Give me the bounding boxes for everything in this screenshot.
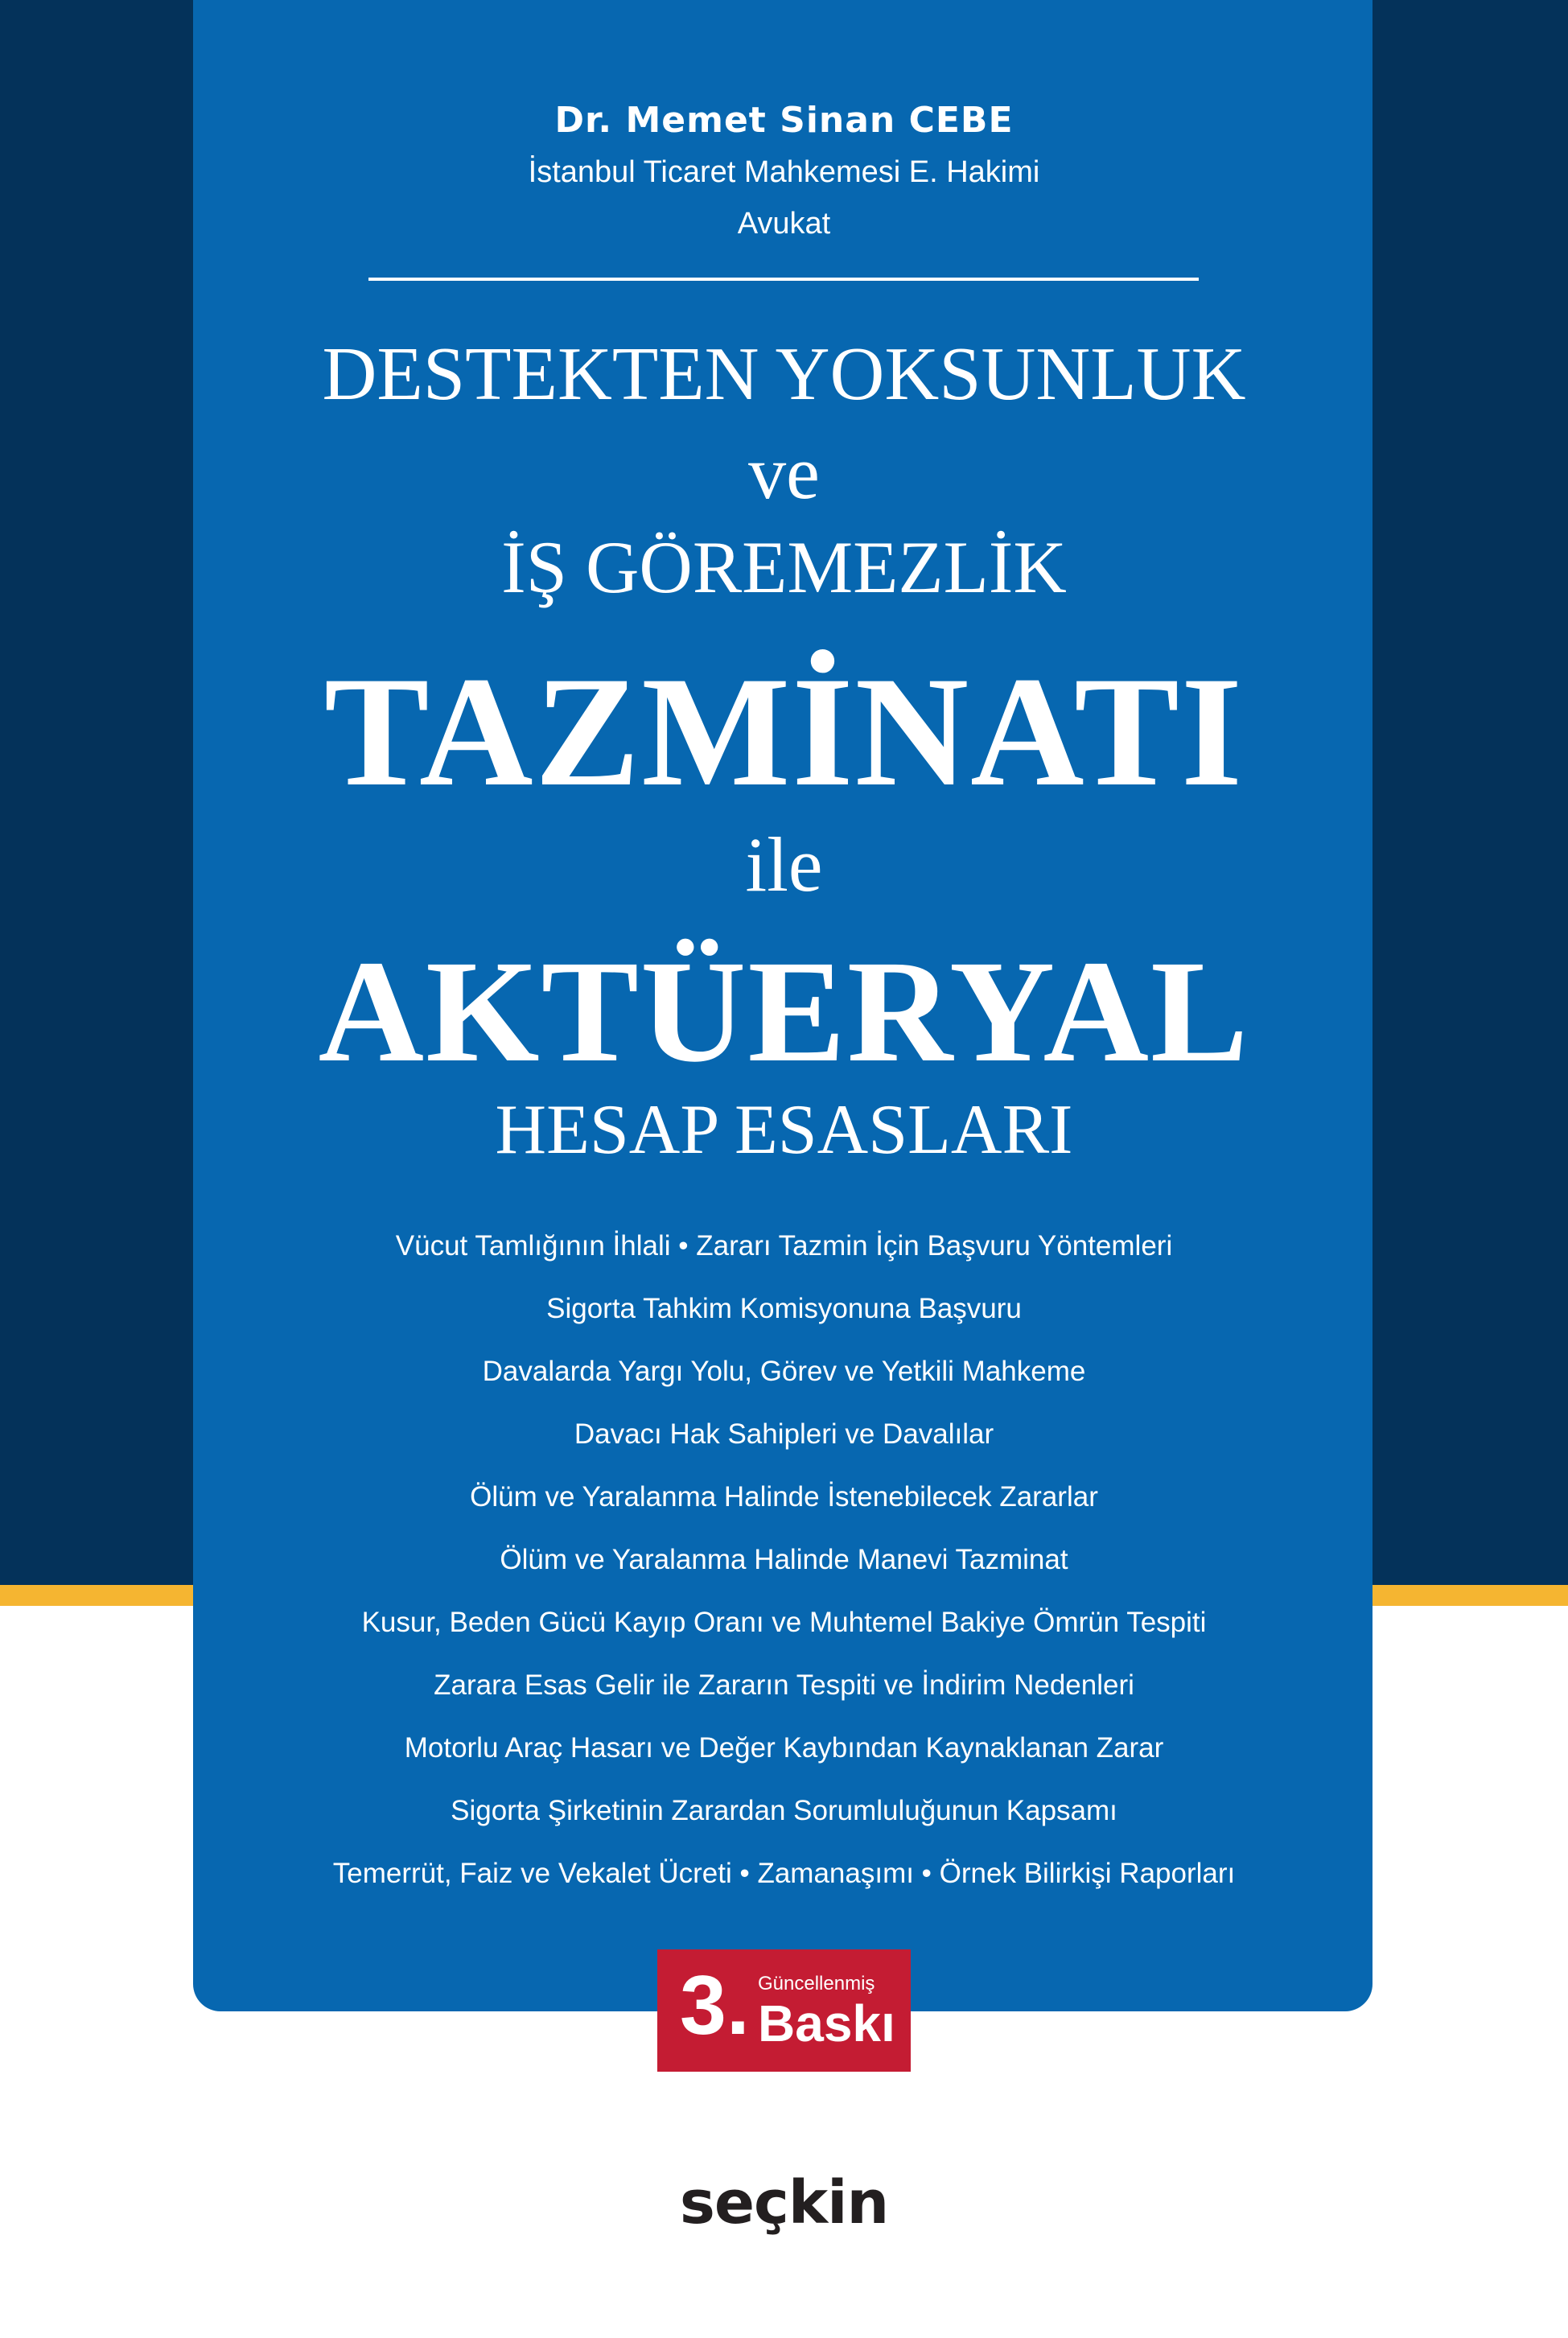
topic-item: Vücut Tamlığının İhlali • Zararı Tazmin İçin Başvuru Yöntemleri (395, 1230, 1173, 1262)
edition-number: 3. (680, 1959, 750, 2052)
publisher-logo: seçkin (679, 2168, 889, 2237)
topic-item: Kusur, Beden Gücü Kayıp Oranı ve Muhtemel Bakiye Ömrün Tespiti (361, 1607, 1207, 1638)
author-block (0, 95, 1568, 249)
title-line-4: TAZMİNATI (323, 644, 1245, 819)
topic-item: Ölüm ve Yaralanma Halinde Manevi Tazminat (500, 1544, 1068, 1575)
author-name: Dr. Memet Sinan CEBE (554, 100, 1014, 141)
edition-label-small: Güncellenmiş (758, 1973, 875, 1994)
edition-badge (657, 1949, 911, 2072)
title-line-5: ile (745, 821, 823, 908)
author-title: İstanbul Ticaret Mahkemesi E. Hakimi (528, 155, 1040, 189)
topic-item: Ölüm ve Yaralanma Halinde İstenebilecek Zararlar (470, 1481, 1098, 1513)
title-line-1: DESTEKTEN YOKSUNLUK (322, 332, 1246, 416)
divider-rule (368, 278, 1199, 281)
title-line-2: ve (748, 431, 820, 515)
title-line-3: İŞ GÖREMEZLİK (501, 526, 1067, 608)
topic-item: Motorlu Araç Hasarı ve Değer Kaybından Kaynaklanan Zarar (404, 1732, 1164, 1764)
topic-item: Davalarda Yargı Yolu, Görev ve Yetkili Mahkeme (482, 1356, 1086, 1387)
edition-label-big: Baskı (758, 1994, 895, 2052)
title-line-7: HESAP ESASLARI (495, 1091, 1073, 1169)
topics-list (0, 1215, 1568, 1905)
author-profession: Avukat (737, 207, 831, 241)
topic-item: Temerrüt, Faiz ve Vekalet Ücreti • Zamanaşımı • Örnek Bilirkişi Raporları (332, 1858, 1236, 1889)
topic-item: Sigorta Tahkim Komisyonuna Başvuru (546, 1293, 1022, 1324)
topic-item: Davacı Hak Sahipleri ve Davalılar (574, 1418, 994, 1450)
title-line-6: AKTÜERYAL (318, 931, 1250, 1093)
topic-item: Zarara Esas Gelir ile Zararın Tespiti ve İndirim Nedenleri (434, 1669, 1134, 1701)
topic-item: Sigorta Şirketinin Zarardan Sorumluluğunun Kapsamı (451, 1795, 1117, 1826)
